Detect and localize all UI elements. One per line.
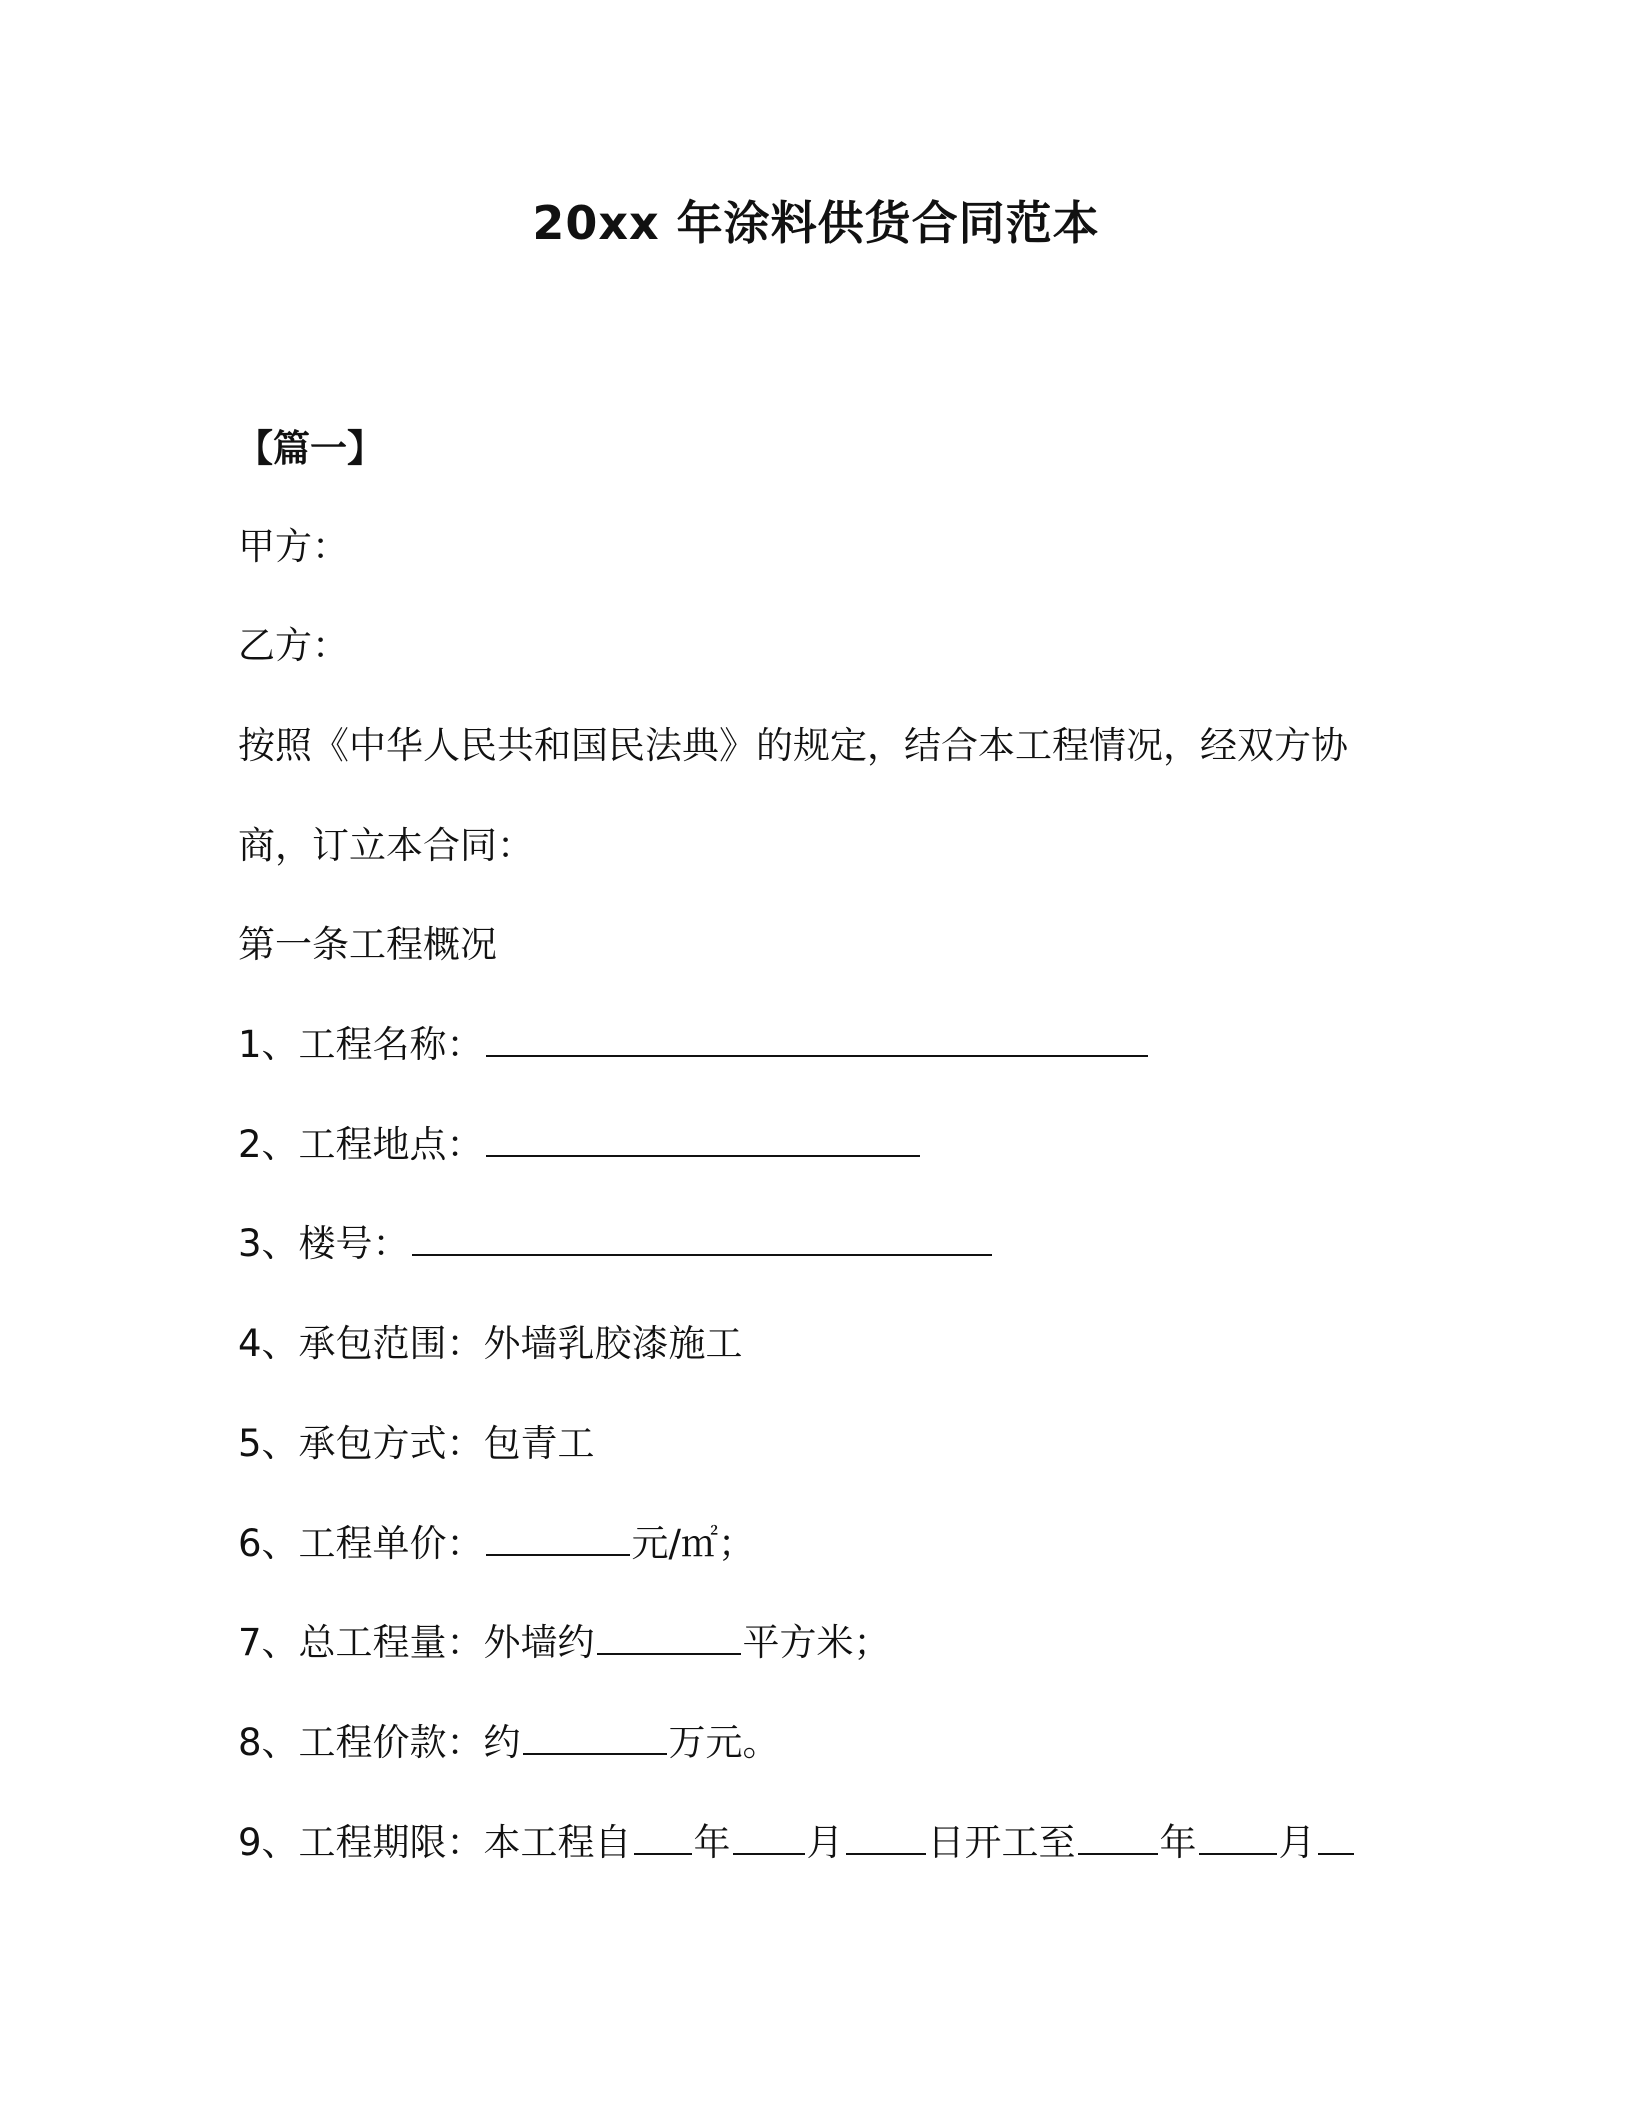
project-name-blank <box>486 1021 1148 1057</box>
end-day-blank <box>1318 1819 1354 1855</box>
start-year-label: 年 <box>693 1821 731 1864</box>
end-year-label: 年 <box>1159 1821 1197 1864</box>
item-building-number-label: 3、楼号： <box>238 1222 410 1265</box>
item-project-period-label: 9、工程期限：本工程自 <box>238 1821 632 1864</box>
end-month-label: 月 <box>1278 1821 1316 1864</box>
item-total-quantity-label: 7、总工程量：外墙约 <box>238 1621 595 1664</box>
total-quantity-blank <box>597 1619 741 1655</box>
item-project-location-label: 2、工程地点： <box>238 1123 484 1166</box>
item-building-number <box>238 1218 994 1270</box>
document-title: 20xx 年涂料供货合同范本 <box>532 196 1100 250</box>
unit-price-unit: 元/㎡； <box>631 1522 756 1565</box>
start-day-blank <box>846 1819 926 1855</box>
party-a-line: 甲方： <box>238 525 349 568</box>
project-price-unit: 万元。 <box>668 1721 780 1764</box>
item-contract-scope: 4、承包范围：外墙乳胶漆施工 <box>238 1322 743 1365</box>
project-location-blank <box>486 1121 920 1157</box>
item-unit-price-label: 6、工程单价： <box>238 1522 484 1565</box>
item-project-price <box>238 1717 780 1769</box>
item-project-name-label: 1、工程名称： <box>238 1023 484 1066</box>
unit-price-blank <box>486 1520 630 1556</box>
start-year-blank <box>634 1819 692 1855</box>
section-label: 【篇一】 <box>236 427 384 470</box>
end-year-blank <box>1078 1819 1158 1855</box>
item-unit-price <box>238 1518 755 1570</box>
party-b-line: 乙方： <box>238 624 349 667</box>
item-project-name <box>238 1019 1150 1071</box>
item-project-price-label: 8、工程价款：约 <box>238 1721 521 1764</box>
building-number-blank <box>412 1220 992 1256</box>
start-month-blank <box>733 1819 805 1855</box>
preamble-line-2: 商，订立本合同： <box>238 824 534 867</box>
article-1-heading: 第一条工程概况 <box>238 923 497 966</box>
start-month-label: 月 <box>806 1821 844 1864</box>
preamble-line-1: 按照《中华人民共和国民法典》的规定，结合本工程情况，经双方协 <box>238 724 1348 767</box>
total-quantity-unit: 平方米； <box>742 1621 891 1664</box>
start-day-label: 日开工至 <box>927 1821 1076 1864</box>
item-project-period <box>238 1817 1356 1869</box>
item-total-quantity <box>238 1617 891 1669</box>
item-contract-method: 5、承包方式：包青工 <box>238 1422 595 1465</box>
item-project-location <box>238 1119 922 1171</box>
end-month-blank <box>1199 1819 1277 1855</box>
project-price-blank <box>523 1719 667 1755</box>
